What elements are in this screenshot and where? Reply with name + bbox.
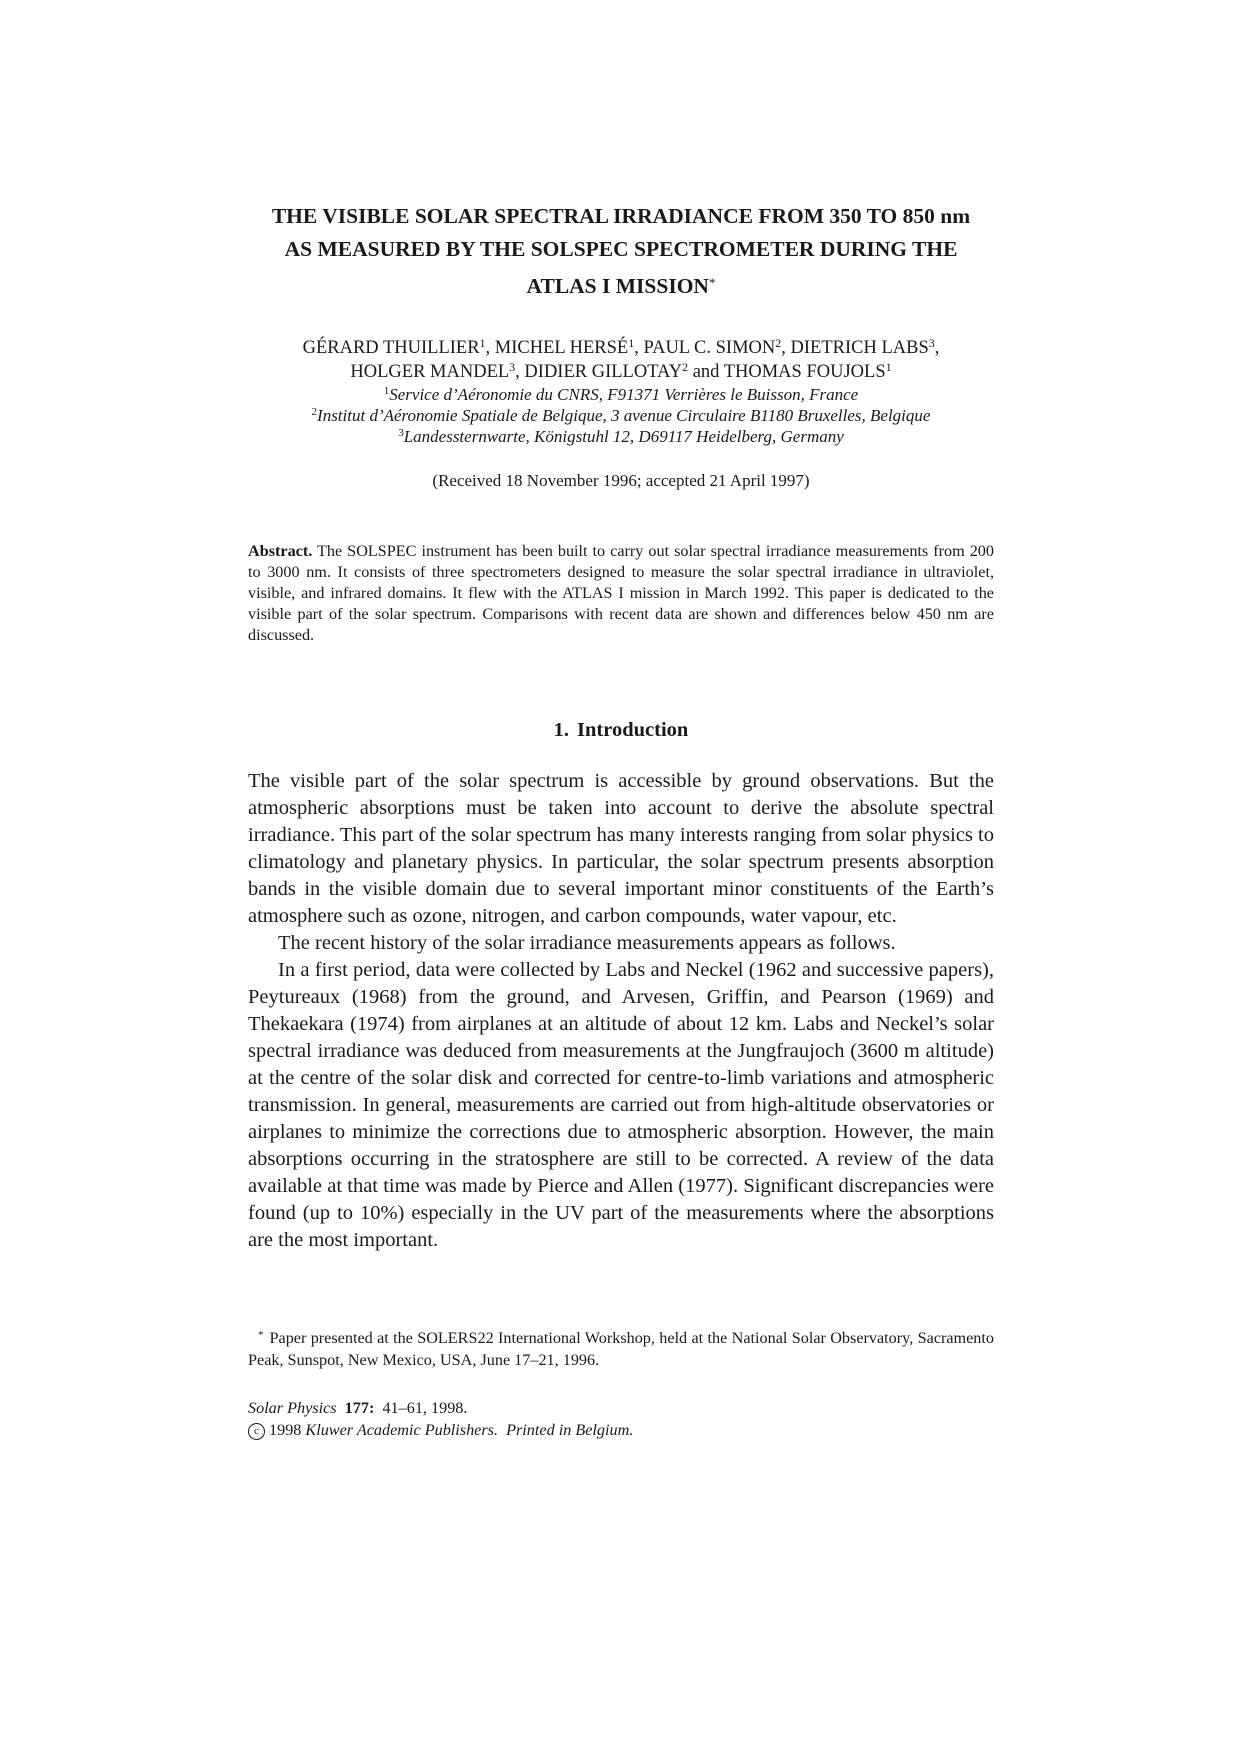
journal-volume: 177: bbox=[344, 1399, 375, 1417]
section-title: Introduction bbox=[577, 719, 689, 741]
affiliation bbox=[248, 405, 994, 426]
author-separator: , bbox=[634, 338, 644, 358]
author-name: PAUL C. SIMON bbox=[643, 338, 776, 358]
citation-line bbox=[248, 1397, 994, 1419]
section-number: 1. bbox=[553, 719, 570, 741]
journal-pages: 41–61, 1998. bbox=[382, 1399, 468, 1417]
author-affiliation-number: 2 bbox=[682, 360, 689, 374]
abstract-label: Abstract. bbox=[248, 542, 313, 560]
author-name: DIETRICH LABS bbox=[790, 338, 929, 358]
title-line-text: ATLAS I MISSION bbox=[526, 274, 709, 298]
copyright-year: 1998 bbox=[269, 1421, 302, 1439]
abstract-text: The SOLSPEC instrument has been built to carry out solar spectral irradiance measurements from 200 to 3000 nm. It consists of three spectrometers designed to measure the solar spectral irradiance in ultraviolet, visible, and infrared domains. It flew with the ATLAS I mission in March 1992. This paper is dedicated to the visible part of the solar spectrum. Comparisons with recent data are shown and differences below 450 nm are discussed. bbox=[248, 542, 994, 644]
affiliation-text: Landessternwarte, Königstuhl 12, D69117 Heidelberg, Germany bbox=[403, 427, 844, 446]
author-separator: and bbox=[688, 362, 724, 382]
received-date: (Received 18 November 1996; accepted 21 April 1997) bbox=[432, 471, 810, 490]
affiliation-number: 1 bbox=[383, 385, 390, 397]
author-name: THOMAS FOUJOLS bbox=[723, 362, 886, 382]
affiliation-number: 3 bbox=[398, 427, 404, 439]
author-name: MICHEL HERSÉ bbox=[494, 338, 629, 358]
author-affiliation-number: 3 bbox=[509, 360, 516, 374]
body-text bbox=[248, 768, 994, 1254]
body-paragraph: In a first period, data were collected by Labs and Neckel (1962 and successive papers), Peytureaux (1968) from the ground, and Arvesen, Griffin, and Pearson (1969) and Thekaekara (1974) from airplanes at an altitude of about 12 km. Labs and Neckel’s solar spectral irradiance was deduced from measurements at the Jungfraujoch (3600 m altitude) at the centre of the solar disk and corrected for centre-to-limb variations and atmospheric transmission. In general, measurements are carried out from high-altitude observatories or airplanes to minimize the corrections due to atmospheric absorption. However, the main absorptions occurring in the stratosphere are still to be corrected. A review of the data available at that time was made by Pierce and Allen (1977). Significant discrepancies were found (up to 10%) especially in the UV part of the measurements where the absorptions are the most important. bbox=[248, 959, 994, 1251]
journal-name: Solar Physics bbox=[248, 1399, 337, 1417]
affiliation-text: Institut d’Aéronomie Spatiale de Belgique, 3 avenue Circulaire B1180 Bruxelles, Belgique bbox=[317, 406, 931, 425]
author-name: DIDIER GILLOTAY bbox=[524, 362, 683, 382]
author-separator: , bbox=[485, 338, 495, 358]
author-affiliation-number: 1 bbox=[628, 336, 635, 350]
author-affiliation-number: 1 bbox=[885, 360, 892, 374]
printed-location: Printed in Belgium. bbox=[506, 1421, 634, 1439]
publisher: Kluwer Academic Publishers. bbox=[305, 1421, 499, 1439]
affiliation-number: 2 bbox=[311, 406, 318, 418]
paper-title bbox=[248, 200, 994, 303]
affiliation bbox=[248, 384, 994, 405]
author-affiliation-number: 3 bbox=[928, 336, 935, 350]
author-separator: , bbox=[515, 362, 525, 382]
affiliation-list bbox=[248, 384, 994, 447]
title-line bbox=[248, 266, 994, 303]
author-separator: , bbox=[781, 338, 791, 358]
author-name: HOLGER MANDEL bbox=[350, 362, 510, 382]
title-line: THE VISIBLE SOLAR SPECTRAL IRRADIANCE FROM 350 TO 850 nm bbox=[271, 204, 971, 228]
author-separator: , bbox=[934, 338, 940, 358]
affiliation-text: Service d’Aéronomie du CNRS, F91371 Verrières le Buisson, France bbox=[389, 385, 859, 404]
footnote-text: Paper presented at the SOLERS22 International Workshop, held at the National Solar Observatory, Sacramento Peak, Sunspot, New Mexico, USA, June 17–21, 1996. bbox=[248, 1329, 994, 1369]
author-name: GÉRARD THUILLIER bbox=[302, 338, 480, 358]
footnote-mark: * bbox=[258, 1329, 264, 1341]
author-affiliation-number: 2 bbox=[775, 336, 782, 350]
body-paragraph: The recent history of the solar irradiance measurements appears as follows. bbox=[278, 932, 896, 954]
author-affiliation-number: 1 bbox=[479, 336, 486, 350]
copyright-line bbox=[248, 1419, 994, 1441]
title-line: AS MEASURED BY THE SOLSPEC SPECTROMETER DURING THE bbox=[284, 237, 958, 261]
author-list bbox=[248, 336, 994, 384]
title-footnote-mark: * bbox=[708, 275, 716, 290]
section-heading bbox=[248, 717, 994, 743]
affiliation bbox=[248, 426, 994, 447]
journal-info bbox=[248, 1397, 994, 1441]
body-paragraph: The visible part of the solar spectrum is accessible by ground observations. But the atmospheric absorptions must be taken into account to derive the absolute spectral irradiance. This part of the solar spectrum has many interests ranging from solar physics to climatology and planetary physics. In particular, the solar spectrum presents absorption bands in the visible domain due to several important minor constituents of the Earth’s atmosphere such as ozone, nitrogen, and carbon compounds, water vapour, etc. bbox=[248, 770, 994, 927]
footnote bbox=[248, 1325, 994, 1371]
abstract bbox=[248, 541, 994, 646]
copyright-icon: c bbox=[248, 1423, 265, 1440]
